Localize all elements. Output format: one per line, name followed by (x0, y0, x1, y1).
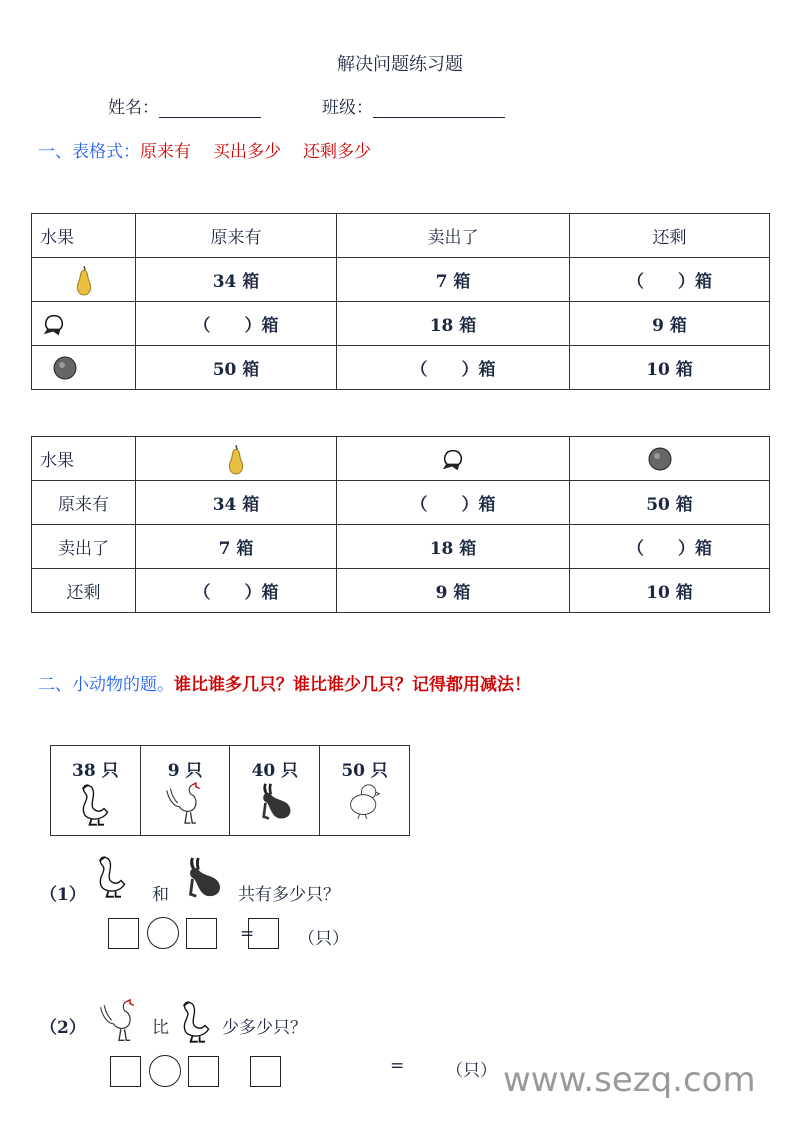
header-cell: 水果 (32, 214, 136, 258)
row-label: 卖出了 (32, 525, 136, 569)
answer-box[interactable] (248, 918, 279, 949)
animal-count: 50 只 (341, 761, 388, 781)
cell: 34 箱 (136, 481, 337, 525)
table-row (51, 746, 410, 836)
cell: 18 箱 (337, 525, 570, 569)
answer-cell[interactable]: （ ）箱 (337, 346, 570, 390)
unit-label: （只） (298, 929, 349, 949)
pear-icon (225, 443, 247, 475)
section1-item: 买出多少 (213, 142, 281, 162)
animal-cell (140, 746, 230, 836)
name-blank[interactable] (159, 99, 261, 118)
table-header-row (32, 437, 770, 481)
q1-number: （1） (40, 885, 86, 905)
fruit-table-1 (31, 213, 770, 390)
fruit-cell (32, 302, 136, 346)
table-row (32, 302, 770, 346)
section1-item: 还剩多少 (303, 142, 371, 162)
header-cell: 原来有 (136, 214, 337, 258)
answer-box[interactable] (108, 918, 139, 949)
equals-sign: = (390, 1056, 405, 1076)
peach-icon (439, 446, 467, 472)
animal-cell (51, 746, 141, 836)
cell: 9 箱 (337, 569, 570, 613)
class-label: 班级： (322, 98, 373, 118)
header-cell: 卖出了 (337, 214, 570, 258)
q1-and: 和 (152, 885, 169, 905)
answer-cell[interactable]: （ ）箱 (337, 481, 570, 525)
table-header-row (32, 214, 770, 258)
unit-label: （只） (446, 1061, 497, 1081)
cell: 9 箱 (570, 302, 770, 346)
section2-note: 谁比谁多几只？谁比谁少几只？记得都用减法！ (174, 675, 531, 695)
cell: 10 箱 (570, 569, 770, 613)
answer-cell[interactable]: （ ）箱 (570, 525, 770, 569)
fruit-cell (32, 258, 136, 302)
rabbit-icon (180, 856, 226, 900)
section1-heading (38, 137, 371, 162)
animal-count: 9 只 (167, 761, 203, 781)
animal-cell (230, 746, 320, 836)
cell: 7 箱 (337, 258, 570, 302)
answer-box[interactable] (188, 1056, 219, 1087)
cell: 50 箱 (136, 346, 337, 390)
row-label: 还剩 (32, 569, 136, 613)
row-label: 原来有 (32, 481, 136, 525)
section2-prefix: 二、小动物的题。 (38, 675, 174, 695)
name-field[interactable] (108, 93, 261, 118)
table-row (32, 569, 770, 613)
class-field[interactable] (322, 93, 505, 118)
animal-count: 38 只 (72, 761, 119, 781)
animal-cell (320, 746, 410, 836)
answer-box[interactable] (110, 1056, 141, 1087)
fruit-cell (570, 437, 770, 481)
peach-icon (40, 311, 68, 337)
cell: 18 箱 (337, 302, 570, 346)
rabbit-icon (255, 781, 295, 823)
fruit-cell (337, 437, 570, 481)
q2-than: 比 (152, 1018, 169, 1038)
operator-circle[interactable] (147, 917, 179, 949)
goose-icon (178, 998, 214, 1044)
table-row (32, 258, 770, 302)
name-label: 姓名： (108, 98, 159, 118)
table-row (32, 346, 770, 390)
operator-circle[interactable] (149, 1055, 181, 1087)
fruit-cell (136, 437, 337, 481)
section1-item: 原来有 (140, 142, 191, 162)
q2-number: （2） (40, 1018, 86, 1038)
answer-cell[interactable]: （ ）箱 (136, 569, 337, 613)
q2-question: 少多少只？ (222, 1018, 307, 1038)
pear-icon (73, 264, 95, 296)
cell: 7 箱 (136, 525, 337, 569)
q1-question: 共有多少只？ (238, 885, 340, 905)
animal-count-table (50, 745, 410, 836)
header-cell: 水果 (32, 437, 136, 481)
section1-prefix: 一、表格式： (38, 142, 140, 162)
chick-icon (347, 781, 383, 821)
orange-icon (647, 446, 673, 472)
section2-heading (38, 670, 531, 695)
fruit-cell (32, 346, 136, 390)
answer-box[interactable] (250, 1056, 281, 1087)
rooster-icon (98, 998, 140, 1044)
goose-icon (77, 781, 113, 827)
fruit-table-2 (31, 436, 770, 613)
cell: 10 箱 (570, 346, 770, 390)
rooster-icon (165, 781, 205, 827)
goose-icon (94, 852, 130, 900)
watermark: www.sezq.com (503, 1060, 756, 1100)
answer-box[interactable] (186, 918, 217, 949)
equals-sign: = (240, 924, 255, 944)
animal-count: 40 只 (251, 761, 299, 781)
cell: 50 箱 (570, 481, 770, 525)
table-row (32, 481, 770, 525)
header-cell: 还剩 (570, 214, 770, 258)
answer-cell[interactable]: （ ）箱 (136, 302, 337, 346)
class-blank[interactable] (373, 99, 505, 118)
answer-cell[interactable]: （ ）箱 (570, 258, 770, 302)
cell: 34 箱 (136, 258, 337, 302)
page-title: 解决问题练习题 (337, 54, 463, 75)
table-row (32, 525, 770, 569)
orange-icon (52, 355, 78, 381)
